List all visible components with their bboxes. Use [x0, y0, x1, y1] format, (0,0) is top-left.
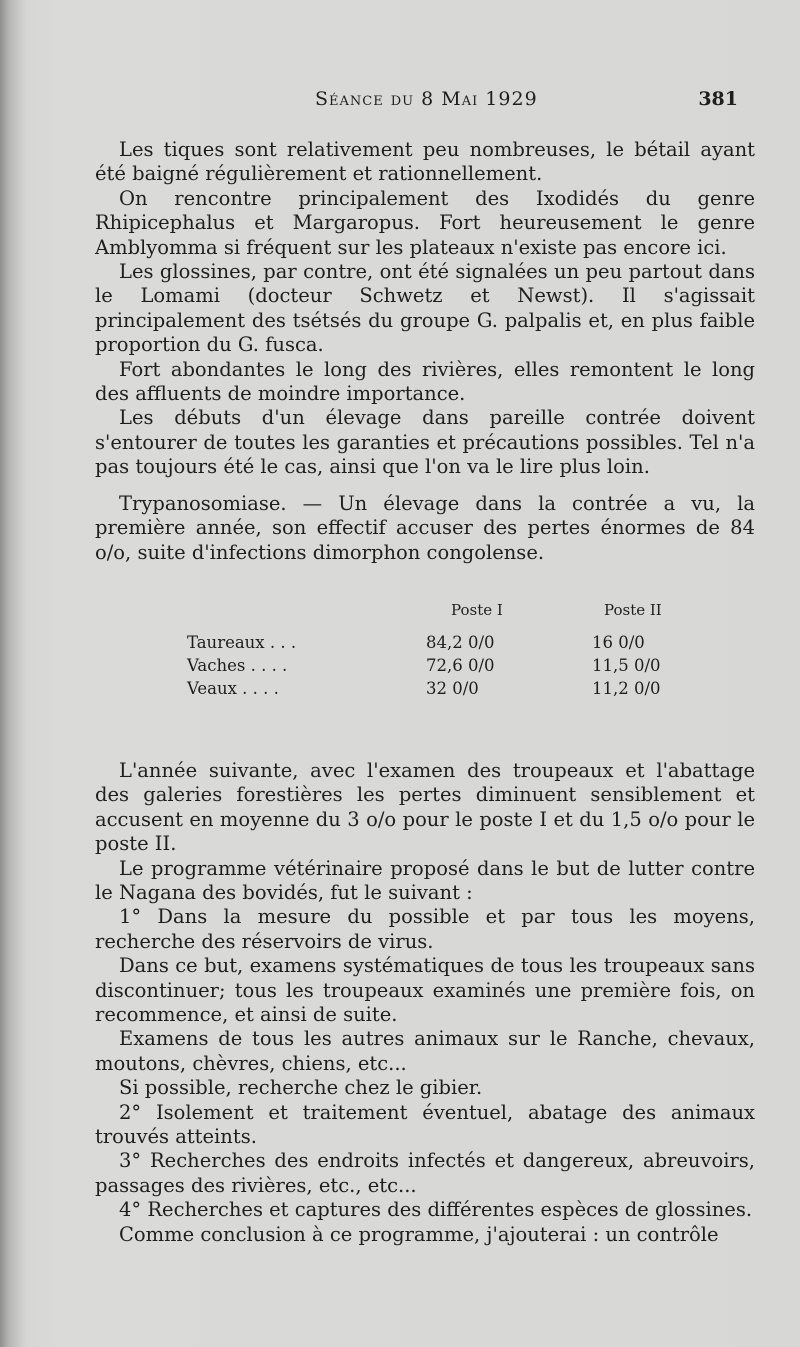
table-row	[95, 633, 755, 655]
paragraph-programme: Le programme vétérinaire proposé dans le but de lutter contre le Nagana des bovidés, fut le suivant :	[95, 856, 755, 904]
page-header	[120, 88, 740, 116]
paragraph-elevage: Les débuts d'un élevage dans pareille contrée doivent s'entourer de toutes les garanties et précautions possibles. Tel n'a pas toujours été le cas, ainsi que l'on va le lire plus loin.	[95, 406, 755, 479]
cell-poste-2: 11,5 0/0	[592, 655, 661, 675]
cell-poste-1: 32 0/0	[426, 678, 479, 698]
paragraph-ticks: Les tiques sont relativement peu nombreuses, le bétail ayant été baigné régulièrement et rationnellement.	[95, 138, 755, 186]
cell-poste-2: 11,2 0/0	[592, 678, 661, 698]
page-number: 381	[698, 88, 738, 110]
paragraph-glossines: Les glossines, par contre, ont été signalées un peu partout dans le Lomami (docteur Schwetz et Newst). Il s'agissait principalement des tsétsés du groupe G. palpalis et, en plus faible proportion du G. fusca.	[95, 260, 755, 357]
losses-table	[95, 601, 755, 743]
cell-poste-1: 84,2 0/0	[426, 632, 495, 652]
paragraph-trypanosomiase: Trypanosomiase. — Un élevage dans la contrée a vu, la première année, son effectif accuser des pertes énormes de 84 o/o, suite d'infections dimorphon congolense.	[95, 491, 755, 564]
paragraph-ixodides: On rencontre principalement des Ixodidés du genre Rhipicephalus et Margaropus. Fort heureusement le genre Amblyomma si fréquent sur les plateaux n'existe pas encore ici.	[95, 186, 755, 259]
paragraph-rivieres: Fort abondantes le long des rivières, elles remontent le long des affluents de moindre importance.	[95, 357, 755, 406]
row-label: Veaux . . . .	[187, 678, 279, 698]
paragraph-point-1: 1° Dans la mesure du possible et par tous les moyens, recherche des réservoirs de virus.	[95, 905, 755, 953]
paragraph-point-2: 2° Isolement et traitement éventuel, abatage des animaux trouvés atteints.	[95, 1100, 755, 1148]
paragraph-examens-systematiques: Dans ce but, examens systématiques de tous les troupeaux sans discontinuer; tous les troupeaux examinés une première fois, on recommence, et ainsi de suite.	[95, 954, 755, 1026]
paragraph-autres-animaux: Examens de tous les autres animaux sur le Ranche, chevaux, moutons, chèvres, chiens, etc...	[95, 1027, 755, 1075]
paragraph-annee-suivante: L'année suivante, avec l'examen des troupeaux et l'abattage des galeries forestières les pertes diminuent sensiblement et accusent en moyenne du 3 o/o pour le poste I et du 1,5 o/o pour le poste II.	[95, 758, 755, 856]
table-row	[95, 656, 755, 678]
column-header-poste-1: Poste I	[451, 600, 503, 619]
cell-poste-2: 16 0/0	[592, 632, 645, 652]
cell-poste-1: 72,6 0/0	[426, 655, 495, 675]
page-body	[95, 138, 755, 1247]
paragraph-point-4: 4° Recherches et captures des différentes espèces de glossines.	[119, 1198, 753, 1222]
row-label: Vaches . . . .	[187, 655, 288, 675]
column-header-poste-2: Poste II	[604, 600, 662, 619]
running-head: Séance du 8 Mai 1929	[315, 88, 538, 110]
table-row	[95, 679, 755, 701]
paragraph-point-3: 3° Recherches des endroits infectés et dangereux, abreuvoirs, passages des rivières, etc., etc...	[95, 1149, 755, 1197]
row-label: Taureaux . . .	[187, 632, 297, 652]
paragraph-gibier: Si possible, recherche chez le gibier.	[119, 1076, 483, 1100]
paragraph-conclusion: Comme conclusion à ce programme, j'ajouterai : un contrôle	[119, 1222, 719, 1246]
